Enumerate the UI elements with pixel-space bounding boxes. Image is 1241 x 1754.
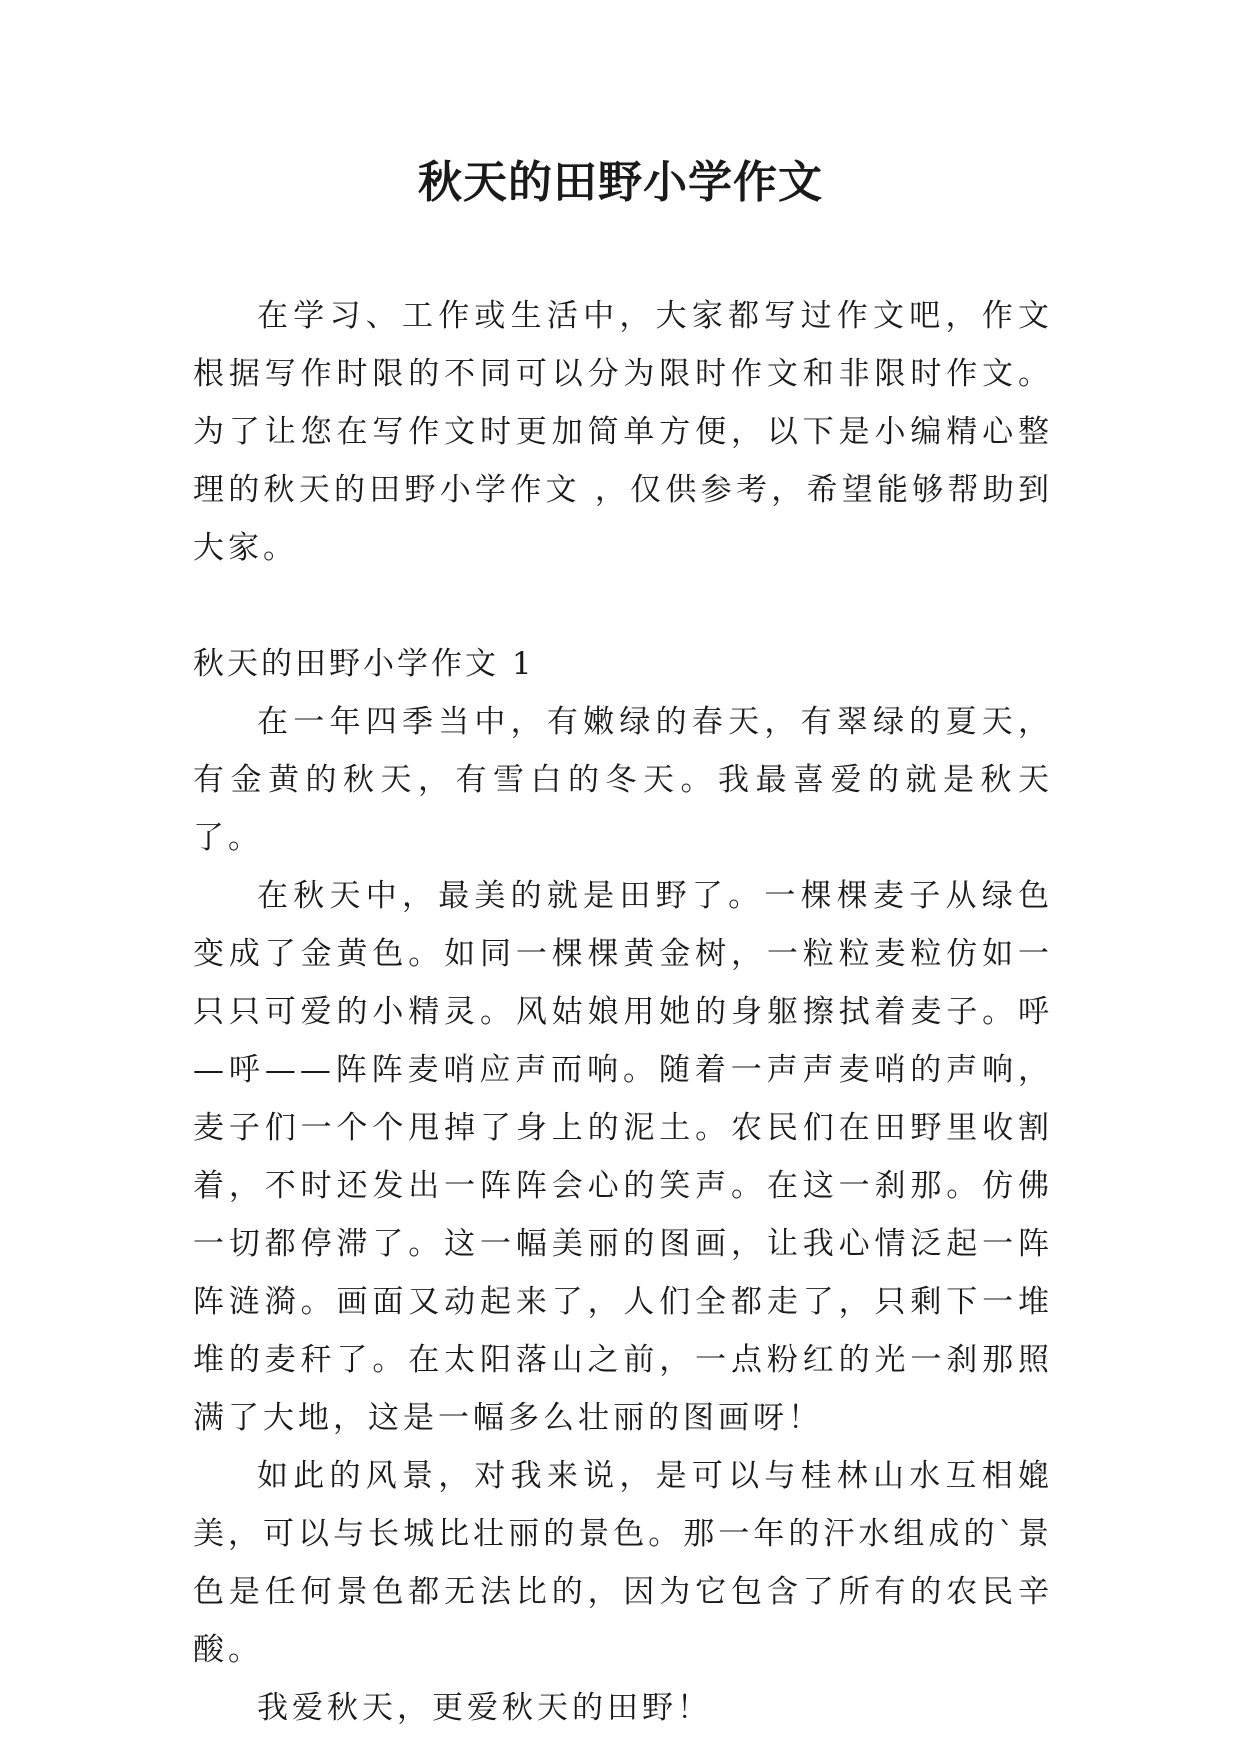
- page-title: 秋天的田野小学作文: [418, 157, 823, 208]
- body-paragraph-3: 如此的风景，对我来说，是可以与桂林山水互相媲美，可以与长城比壮丽的景色。那一年的汗水组成的`景色是任何景色都无法比的，因为它包含了所有的农民辛酸。: [193, 1458, 1053, 1668]
- section-heading: 秋天的田野小学作文 1: [193, 646, 535, 682]
- body-paragraph-4: 我爱秋天，更爱秋天的田野！: [257, 1690, 712, 1726]
- body-paragraph-1: 在一年四季当中，有嫩绿的春天，有翠绿的夏天，有金黄的秋天，有雪白的冬天。我最喜爱的就是秋天了。: [193, 704, 1053, 856]
- intro-paragraph: 在学习、工作或生活中，大家都写过作文吧，作文根据写作时限的不同可以分为限时作文和非限时作文。为了让您在写作文时更加简单方便，以下是小编精心整理的秋天的田野小学作文 ，仅供参考，希望能够帮助到大家。: [193, 298, 1053, 566]
- document-body: [193, 287, 1053, 1737]
- body-paragraph-2: 在秋天中，最美的就是田野了。一棵棵麦子从绿色变成了金黄色。如同一棵棵黄金树，一粒粒麦粒仿如一只只可爱的小精灵。风姑娘用她的身躯擦拭着麦子。呼—呼——阵阵麦哨应声而响。随着一声声麦哨的声响，麦子们一个个甩掉了身上的泥土。农民们在田野里收割着，不时还发出一阵阵会心的笑声。在这一刹那。仿佛一切都停滞了。这一幅美丽的图画，让我心情泛起一阵阵涟漪。画面又动起来了，人们全都走了，只剩下一堆堆的麦秆了。在太阳落山之前，一点粉红的光一刹那照满了大地，这是一幅多么壮丽的图画呀！: [193, 878, 1053, 1436]
